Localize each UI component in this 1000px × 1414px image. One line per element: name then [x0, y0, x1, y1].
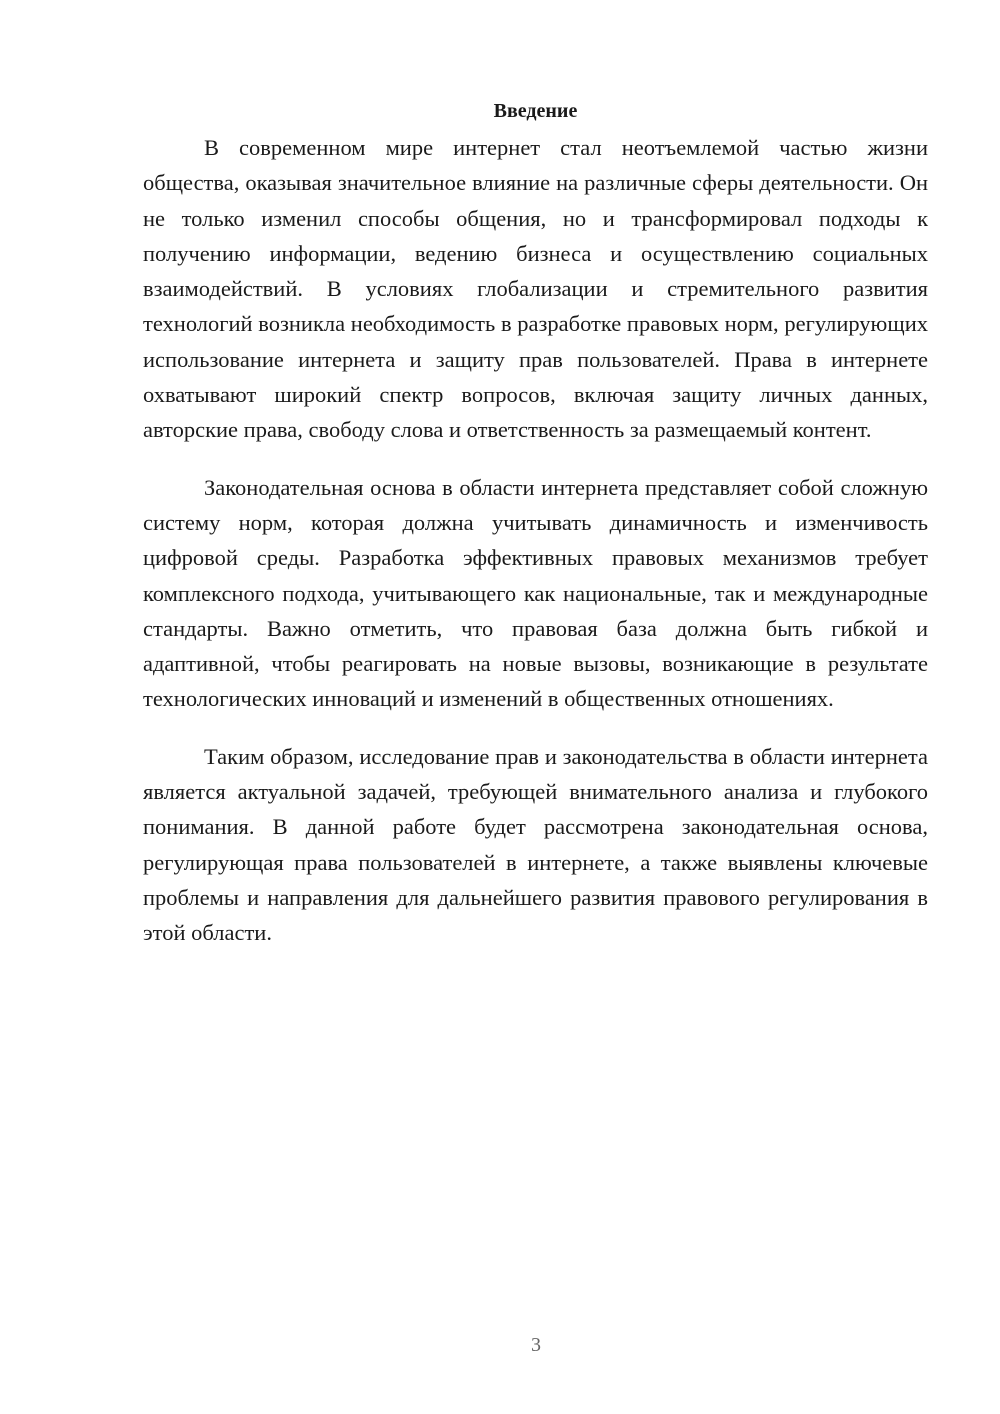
page-content — [143, 95, 928, 973]
paragraph-1: В современном мире интернет стал неотъемлемой частью жизни общества, оказывая значительное влияние на различные сферы деятельности. Он не только изменил способы общения, но и трансформировал подходы к получению информации, ведению бизнеса и осуществлению социальных взаимодействий. В условиях глобализации и стремительного развития технологий возникла необходимость в разработке правовых норм, регулирующих использование интернета и защиту прав пользователей. Права в интернете охватывают широкий спектр вопросов, включая защиту личных данных, авторские права, свободу слова и ответственность за размещаемый контент. — [143, 135, 928, 443]
paragraph-3: Таким образом, исследование прав и законодательства в области интернета является актуальной задачей, требующей внимательного анализа и глубокого понимания. В данной работе будет рассмотрена законодательная основа, регулирующая права пользователей в интернете, а также выявлены ключевые проблемы и направления для дальнейшего развития правового регулирования в этой области. — [143, 743, 928, 946]
section-heading: Введение — [493, 100, 578, 122]
page-number: 3 — [531, 1334, 541, 1356]
paragraph-2: Законодательная основа в области интернета представляет собой сложную систему норм, которая должна учитывать динамичность и изменчивость цифровой среды. Разработка эффективных правовых механизмов требует комплексного подхода, учитывающего как национальные, так и международные стандарты. Важно отметить, что правовая база должна быть гибкой и адаптивной, чтобы реагировать на новые вызовы, возникающие в результате технологических инноваций и изменений в общественных отношениях. — [143, 474, 928, 712]
